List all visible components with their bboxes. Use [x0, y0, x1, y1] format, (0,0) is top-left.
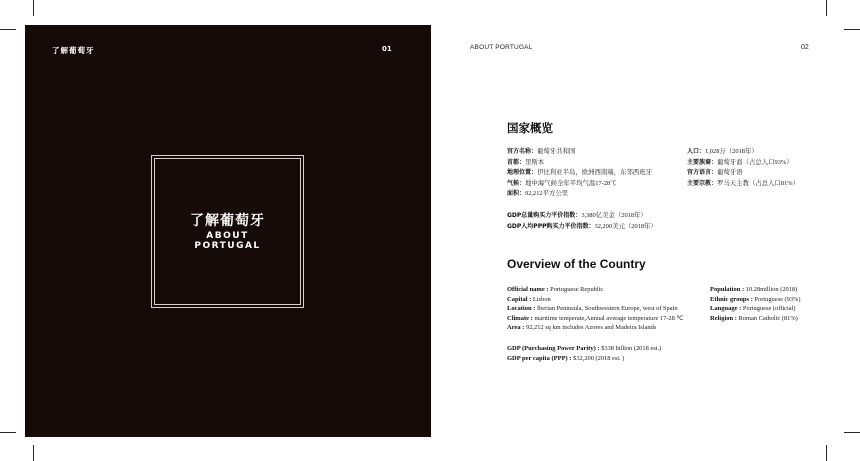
fact-row	[687, 168, 799, 179]
fact-row	[507, 323, 684, 333]
fact-label: Ethnic groups :	[710, 295, 755, 303]
fact-value: 伊比利亚半岛，欧洲西南端，东邻西班牙	[537, 169, 653, 177]
cover-title-frame	[151, 155, 304, 308]
fact-row	[710, 304, 800, 314]
fact-value: Lisbon	[533, 295, 551, 303]
fact-value: 3,380亿美金（2018年）	[581, 212, 647, 219]
page-number: 02	[801, 44, 809, 51]
fact-label: GDP人均PPP购买力平价指数：	[507, 222, 595, 230]
cover-title-english-line1: ABOUT	[206, 231, 249, 241]
fact-row	[507, 295, 684, 305]
fact-row	[507, 211, 657, 222]
fact-value: 32,200美元（2018年）	[594, 222, 657, 230]
fact-value: 里斯本	[525, 158, 545, 166]
fact-row	[507, 354, 661, 364]
fact-row	[687, 158, 799, 169]
fact-label: 人口：	[687, 148, 706, 155]
fact-label: Climate :	[507, 314, 535, 322]
fact-value: Roman Catholic (81%)	[738, 314, 798, 322]
fact-value: 92,212平方公里	[525, 190, 569, 198]
fact-value: 92,212 sq km includes Azores and Madeira Islands	[526, 324, 657, 332]
fact-label: 官方名称：	[507, 148, 538, 155]
fact-row	[507, 285, 684, 295]
fact-value: $338 billion (2018 est.)	[601, 345, 662, 352]
cn-gdp-facts	[507, 211, 657, 232]
fact-value: 葡萄牙语	[717, 169, 743, 177]
fact-label: Area :	[507, 324, 527, 332]
fact-value: Portuguese (official)	[742, 305, 796, 313]
fact-row	[507, 314, 684, 324]
fact-row	[507, 304, 684, 314]
fact-label: Capital :	[507, 295, 533, 303]
fact-label: 主要宗教：	[687, 179, 718, 187]
cover-page	[25, 25, 431, 437]
fact-row	[507, 147, 652, 158]
fact-label: 首都：	[507, 158, 526, 166]
page-header: 了解葡萄牙	[52, 46, 95, 55]
crop-mark	[826, 445, 827, 461]
en-facts-right	[710, 285, 800, 323]
section-title-english: Overview of the Country	[507, 257, 646, 271]
fact-label: Official name :	[507, 286, 551, 293]
fact-value: 葡萄牙裔（占总人口93%）	[717, 158, 793, 166]
section-title-chinese: 国家概览	[507, 121, 553, 135]
fact-row	[507, 179, 652, 190]
fact-label: Language :	[710, 305, 743, 313]
fact-row	[507, 158, 652, 169]
page-number: 01	[382, 45, 392, 53]
fact-value: $32,200 (2018 est. )	[573, 354, 625, 362]
fact-label: 地理位置：	[507, 169, 538, 177]
fact-value: 葡萄牙共和国	[537, 148, 576, 155]
fact-value: Portuguese (93%)	[754, 295, 801, 303]
fact-value: 10.28million (2018)	[745, 286, 798, 293]
page-header: ABOUT PORTUGAL	[470, 44, 533, 51]
fact-row	[507, 189, 652, 200]
fact-label: GDP总量购买力平价指数：	[507, 212, 582, 219]
cn-facts-right	[687, 147, 799, 189]
cover-title-chinese: 了解葡萄牙	[190, 213, 265, 229]
fact-label: GDP (Purchasing Power Parity) :	[507, 345, 602, 352]
fact-label: 主要族裔：	[687, 158, 718, 166]
crop-mark	[826, 0, 827, 16]
cn-facts-left	[507, 147, 652, 200]
crop-mark	[0, 432, 16, 433]
fact-label: Religion :	[710, 314, 739, 322]
fact-label: Population :	[710, 286, 746, 293]
crop-mark	[844, 432, 860, 433]
fact-value: maritime temperate,Annual average temperature 17-28 ℃	[534, 314, 684, 322]
crop-mark	[844, 29, 860, 30]
fact-value: Iberian Peninsula, Southwestern Europe, west of Spain	[536, 305, 678, 313]
fact-label: Location :	[507, 305, 537, 313]
crop-mark	[33, 445, 34, 461]
fact-label: GDP per capita (PPP) :	[507, 354, 574, 362]
fact-value: 罗马天主教（占总人口81%）	[717, 179, 800, 187]
fact-row	[507, 168, 652, 179]
cover-title-english-line2: PORTUGAL	[194, 241, 261, 251]
fact-label: 气候：	[507, 179, 526, 187]
en-gdp-facts	[507, 344, 661, 363]
fact-value: 地中海气候全年平均气温17-28℃	[525, 179, 617, 187]
fact-label: 面积：	[507, 190, 526, 198]
fact-row	[710, 285, 800, 295]
fact-row	[687, 147, 799, 158]
fact-value: Portuguese Republic	[550, 286, 604, 293]
fact-row	[710, 295, 800, 305]
en-facts-left	[507, 285, 684, 333]
fact-row	[710, 314, 800, 324]
crop-mark	[0, 29, 16, 30]
fact-row	[687, 179, 799, 190]
fact-value: 1,028万（2018年）	[705, 148, 758, 155]
fact-row	[507, 222, 657, 233]
crop-mark	[33, 0, 34, 16]
fact-row	[507, 344, 661, 354]
fact-label: 官方语言：	[687, 169, 718, 177]
